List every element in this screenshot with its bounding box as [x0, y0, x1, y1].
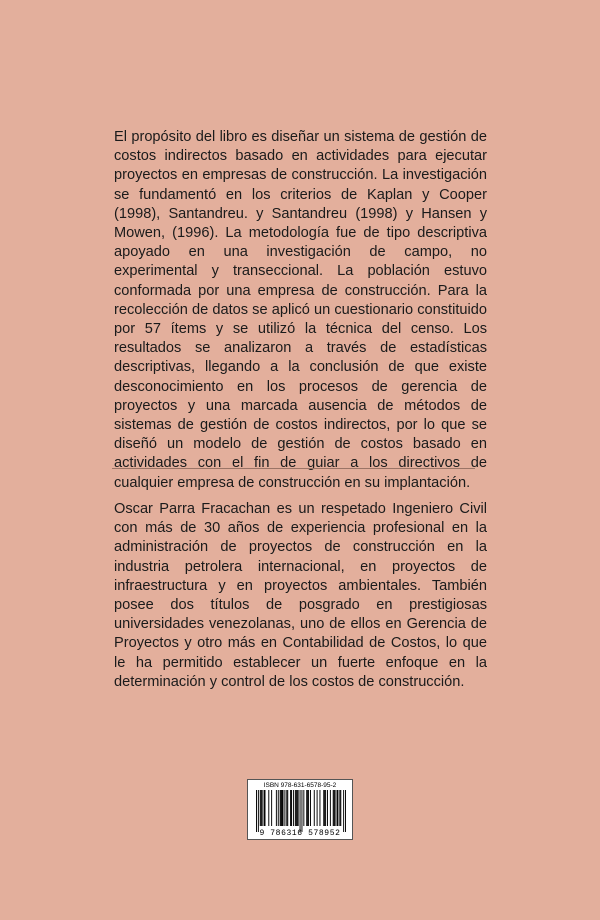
- barcode-bar: [295, 790, 296, 826]
- barcode-bar: [293, 790, 294, 826]
- barcode-bar: [310, 790, 311, 826]
- barcode-bar: [260, 790, 261, 826]
- book-synopsis: El propósito del libro es diseñar un sistema de gestión de costos indirectos basado en actividades para ejecutar proyectos en empresas de construcción. La investigación se fundamentó en los criterios de Kaplan y Cooper (1998), Santandreu. y Santandreu (1998) y Hansen y Mowen, (1996). La metodología fue de tipo descriptiva apoyado en una investigación de campo, no experimental y transeccional. La población estuvo conformada por una empresa de construcción. Para la recolección de datos se aplicó un cuestionario constituido por 57 ítems y se utilizó la técnica del censo. Los resultados se analizaron a través de estadísticas descriptivas, llegando a la conclusión de que existe desconocimiento en los procesos de gerencia de proyectos y una marcada ausencia de métodos de sistemas de gestión de costos indirectos, por lo que se diseñó un modelo de gestión de costos basado en actividades con el fin de guiar a los directivos de cualquier empresa de construcción en su implantación.: [114, 129, 487, 491]
- barcode-bar: [282, 790, 283, 826]
- barcode-bar: [307, 790, 308, 826]
- barcode-bar: [337, 790, 338, 826]
- barcode-bar: [301, 790, 302, 832]
- barcode-bar: [265, 790, 266, 826]
- barcode-bar: [330, 790, 331, 826]
- barcode-bar: [306, 790, 307, 826]
- barcode-bar: [290, 790, 291, 826]
- barcode-bar: [280, 790, 281, 826]
- barcode-bar: [334, 790, 335, 826]
- barcode-bar: [276, 790, 277, 826]
- author-bio: Oscar Parra Fracachan es un respetado Ingeniero Civil con más de 30 años de experiencia profesional en la administración de proyectos de construcción en la industria petrolera internacional, en proyectos de infraestructura y en proyectos ambientales. También posee dos títulos de posgrado en prestigiosas universidades venezolanas, uno de ellos en Gerencia de Proyectos y otro más en Contabilidad de Costos, lo que le ha permitido establecer un fuerte enfoque en la determinación y control de los costos de construcción.: [114, 501, 487, 690]
- barcode-bar: [308, 790, 309, 826]
- barcode-bar: [317, 790, 318, 826]
- barcode-bar: [300, 790, 301, 832]
- barcode-bar: [296, 790, 297, 826]
- barcode-bar: [343, 790, 344, 832]
- barcode-bar: [333, 790, 334, 826]
- barcode-bar: [298, 790, 299, 826]
- barcode-graphic: [256, 790, 346, 832]
- barcode-bar: [281, 790, 282, 826]
- barcode-bar: [337, 790, 338, 826]
- barcode-bar: [286, 790, 287, 826]
- barcode-bar: [262, 790, 263, 826]
- barcode-bar: [291, 790, 292, 826]
- barcode-bar: [278, 790, 279, 826]
- barcode-bar: [264, 790, 265, 826]
- barcode-bar: [327, 790, 328, 826]
- barcode-bar: [325, 790, 326, 826]
- barcode-bar: [324, 790, 325, 826]
- barcode-bar: [283, 790, 284, 826]
- barcode-bar: [271, 790, 272, 826]
- isbn-label: ISBN 978-631-6578-95-2: [263, 782, 337, 789]
- barcode-bar: [284, 790, 285, 826]
- barcode-bar: [268, 790, 269, 826]
- barcode-bar: [339, 790, 340, 826]
- barcode-bar: [287, 790, 288, 826]
- barcode-bar: [297, 790, 298, 826]
- barcode-bar: [340, 790, 341, 826]
- barcode-bar: [261, 790, 262, 826]
- barcode-bar: [258, 790, 259, 832]
- barcode-bar: [335, 790, 336, 826]
- isbn-barcode: [247, 779, 353, 840]
- barcode-bar: [319, 790, 320, 826]
- barcode-bar: [345, 790, 346, 832]
- section-divider: [112, 468, 475, 469]
- barcode-bar: [303, 790, 304, 826]
- barcode-bar: [323, 790, 324, 826]
- isbn-digits: 9 786316 578952: [259, 829, 341, 838]
- barcode-bar: [314, 790, 315, 826]
- barcode-bar: [256, 790, 257, 832]
